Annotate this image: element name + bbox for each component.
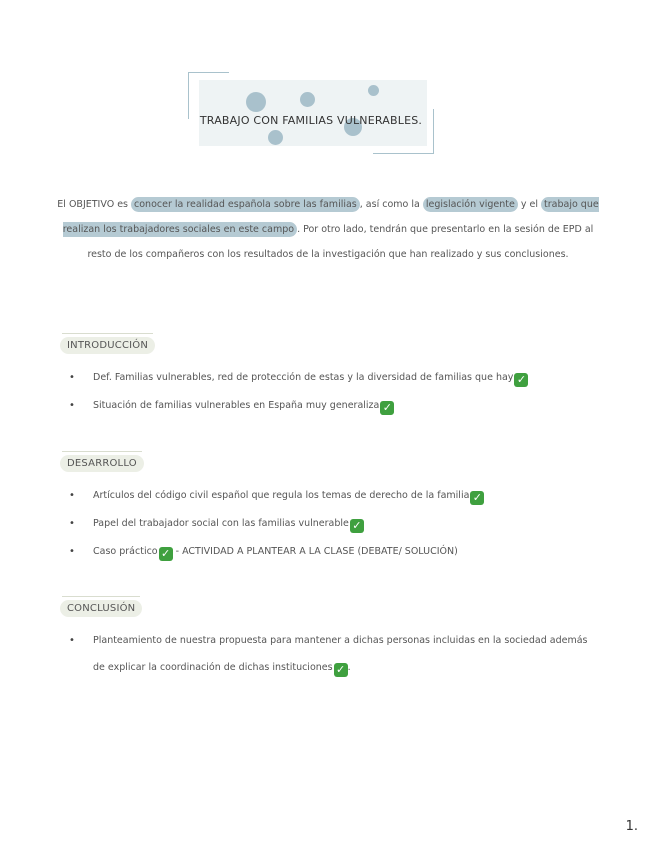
list-item: [60, 482, 600, 510]
decorative-dot: [246, 92, 266, 112]
highlighted-text: trabajo que realizan los trabajadores sociales en este campo: [62, 198, 599, 235]
page-title: TRABAJO CON FAMILIAS VULNERABLES.: [199, 114, 423, 127]
check-mark-icon: ✓: [334, 663, 348, 677]
list-item-text: Papel del trabajador social con las familias vulnerable: [93, 518, 349, 529]
list-item-text: Artículos del código civil español que regula los temas de derecho de la familia: [93, 490, 470, 501]
highlighted-text: legislación vigente: [423, 197, 518, 212]
intro-text: El OBJETIVO es: [57, 198, 132, 210]
decorative-dot: [368, 85, 379, 96]
check-mark-icon: ✓: [514, 373, 528, 387]
list-item: [60, 364, 600, 392]
list-item-text: - ACTIVIDAD A PLANTEAR A LA CLASE (DEBATE/ SOLUCIÓN): [172, 546, 458, 557]
item-list: [60, 364, 600, 420]
section-heading: INTRODUCCIÓN: [60, 337, 155, 354]
check-mark-icon: ✓: [380, 401, 394, 415]
check-mark-icon: ✓: [159, 547, 173, 561]
section-heading: DESARROLLO: [60, 455, 144, 472]
intro-paragraph: [56, 192, 600, 267]
title-background: [199, 80, 427, 146]
check-mark-icon: ✓: [470, 491, 484, 505]
decorative-dot: [268, 130, 283, 145]
item-list: [60, 482, 600, 566]
list-item-text: Planteamiento de nuestra propuesta para mantener a dichas personas incluidas en la sociedad además de explicar la coordinación de dichas instituciones: [93, 635, 588, 673]
intro-text: y el: [517, 198, 542, 210]
intro-text: . Por otro lado, tendrán que presentarlo en la sesión de EPD al resto de los compañeros con los resultados de la investigación que han realizado y sus conclusiones.: [87, 223, 594, 260]
list-item-text: Caso práctico: [93, 546, 158, 557]
decorative-dot: [300, 92, 315, 107]
highlighted-text: conocer la realidad española sobre las familias: [131, 197, 360, 212]
section-conclusion: [60, 596, 600, 681]
title-block: [188, 72, 434, 154]
list-item: [60, 538, 600, 566]
intro-text: , así como la: [359, 198, 423, 210]
list-item: [60, 392, 600, 420]
section-heading: CONCLUSIÓN: [60, 600, 142, 617]
section-desarrollo: [60, 451, 600, 566]
list-item-text: Situación de familias vulnerables en España muy generaliza: [93, 400, 380, 411]
section-introduccion: [60, 333, 600, 420]
page-number: 1.: [625, 819, 638, 834]
check-mark-icon: ✓: [350, 519, 364, 533]
item-list: [60, 627, 600, 681]
list-item: [60, 627, 600, 681]
list-item: [60, 510, 600, 538]
list-item-text: Def. Familias vulnerables, red de protección de estas y la diversidad de familias que hay: [93, 372, 514, 383]
list-item-text: .: [347, 662, 351, 673]
